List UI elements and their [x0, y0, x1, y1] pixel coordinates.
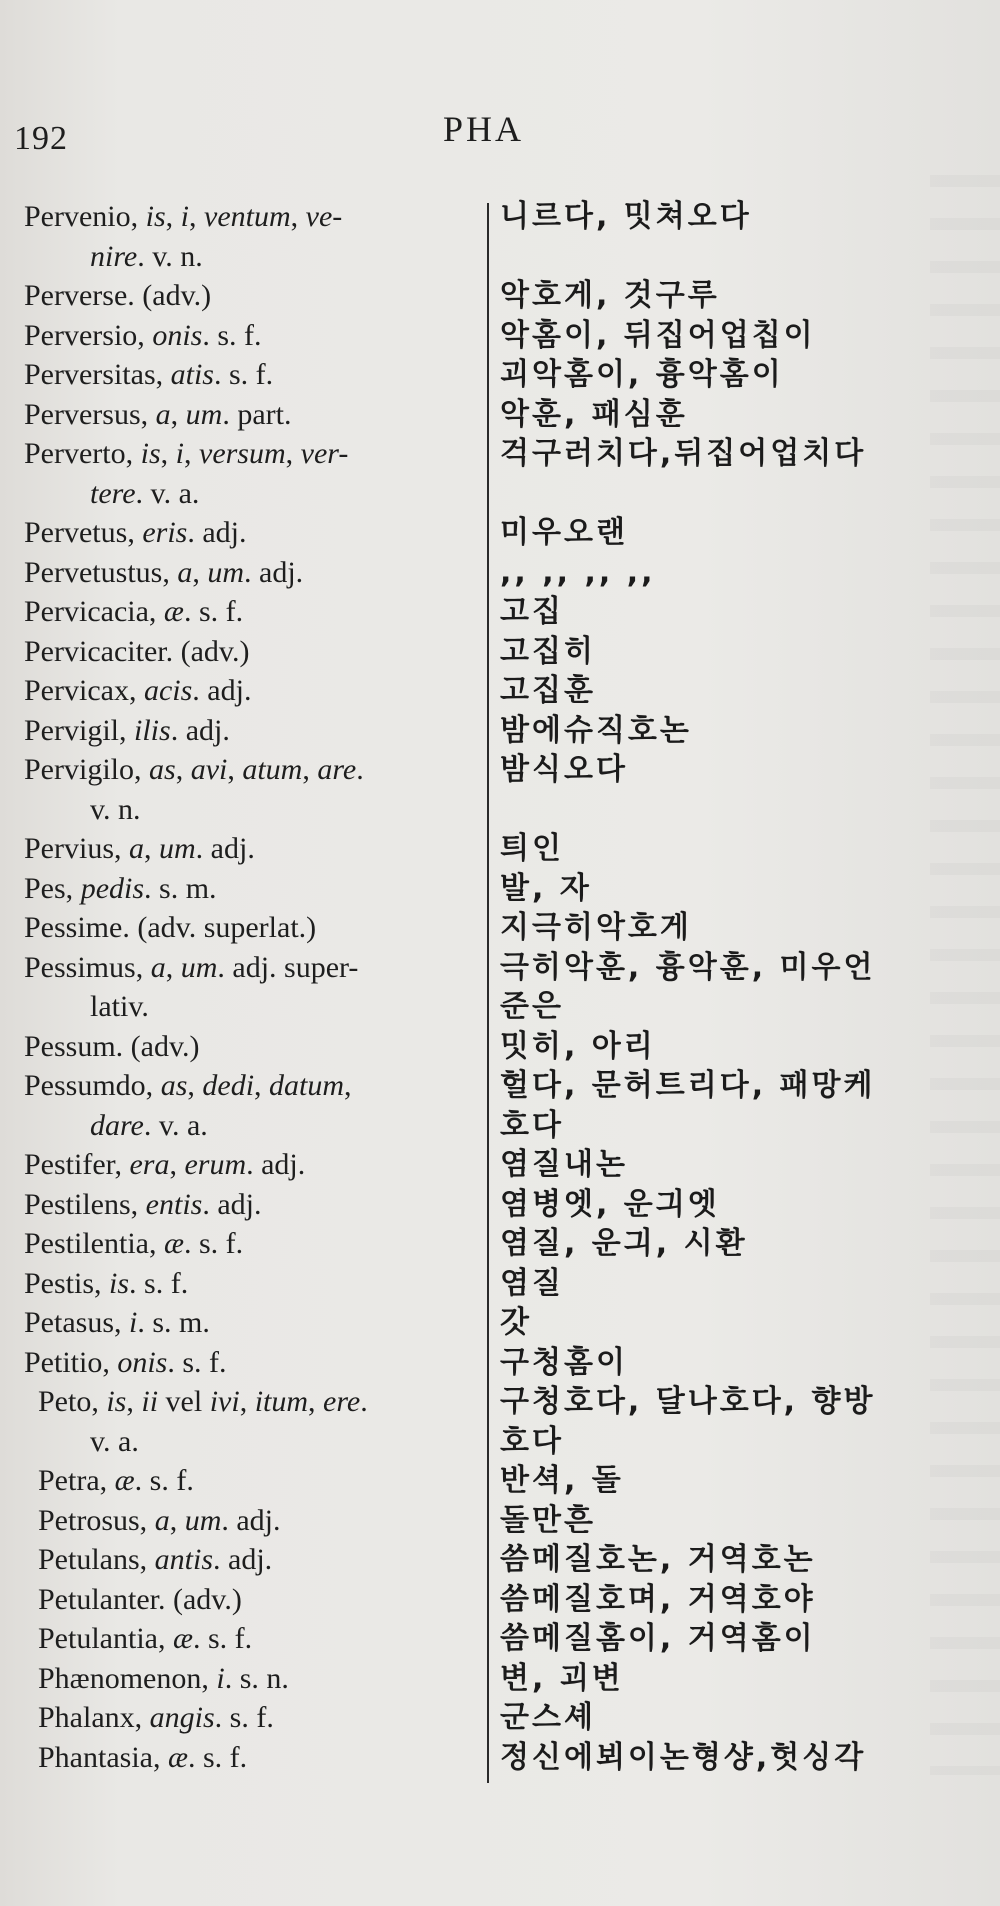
korean-definition: 씀메질홈이, 거역홈이 — [500, 1621, 816, 1656]
korean-definition: 밤에슈직호논 — [500, 712, 692, 748]
latin-continuation: v. n. — [90, 792, 141, 826]
korean-definition: 지극히악호게 — [500, 910, 692, 945]
entry-line — [0, 236, 1000, 278]
latin-continuation: nire. v. n. — [90, 239, 203, 273]
entry-line — [0, 433, 1000, 475]
entry-line — [0, 552, 1000, 594]
entry-line — [0, 591, 1000, 633]
latin-headword: Pervius, a, um. adj. — [24, 832, 255, 865]
entry-line — [0, 710, 1000, 752]
korean-definition: 니르다, 밋쳐오다 — [500, 199, 752, 234]
korean-definition: 미우오랜 — [500, 515, 628, 550]
entry-line — [0, 1618, 1000, 1660]
entry-line — [0, 1026, 1000, 1068]
korean-definition: 악홈이, 뒤집어업칩이 — [500, 317, 816, 353]
korean-definition: 정신에뵈이논형샹,헛싱각 — [500, 1739, 867, 1775]
entry-line — [0, 275, 1000, 317]
latin-headword: Phantasia, æ. s. f. — [38, 1740, 248, 1774]
entry-line — [0, 947, 1000, 989]
entry-line — [0, 315, 1000, 357]
korean-definition: 극히악훈, 흉악훈, 미우언 — [500, 949, 876, 985]
korean-definition: 염질, 운긔, 시환 — [500, 1226, 748, 1261]
latin-headword: Petulanter. (adv.) — [38, 1582, 242, 1616]
entry-line — [0, 868, 1000, 910]
latin-headword: Pestilens, entis. adj. — [24, 1187, 262, 1221]
latin-continuation: tere. v. a. — [90, 476, 200, 510]
latin-headword: Pessumdo, as, dedi, datum, — [24, 1069, 352, 1102]
entry-line — [0, 1421, 1000, 1463]
latin-headword: Pestifer, era, erum. adj. — [24, 1148, 306, 1181]
latin-continuation: dare. v. a. — [90, 1108, 208, 1142]
entry-line — [0, 1737, 1000, 1779]
entry-line — [0, 986, 1000, 1028]
entry-line — [0, 1539, 1000, 1581]
entry-line — [0, 1500, 1000, 1542]
entry-line — [0, 749, 1000, 791]
latin-headword: Petulans, antis. adj. — [38, 1543, 273, 1576]
korean-definition: 염질 — [500, 1265, 564, 1301]
korean-definition: 준은 — [500, 989, 564, 1024]
korean-definition: 호다 — [500, 1423, 564, 1459]
korean-definition: 구청호다, 달나호다, 향방 — [500, 1384, 876, 1419]
korean-definition: 밤식오다 — [500, 752, 628, 787]
entry-line — [0, 828, 1000, 870]
latin-headword: Phalanx, angis. s. f. — [38, 1701, 274, 1734]
korean-definition: 고집훈 — [500, 673, 596, 708]
latin-headword: Perversus, a, um. part. — [24, 397, 292, 431]
entry-line — [0, 631, 1000, 673]
entry-line — [0, 1579, 1000, 1621]
latin-headword: Pessimus, a, um. adj. super- — [24, 950, 359, 984]
latin-continuation: lativ. — [90, 990, 149, 1023]
korean-definition: 걱구러치다,뒤집어업치다 — [500, 436, 867, 471]
latin-headword: Pervetustus, a, um. adj. — [24, 555, 304, 589]
entry-line — [0, 1342, 1000, 1384]
entry-line — [0, 907, 1000, 949]
latin-headword: Pervicacia, æ. s. f. — [24, 595, 244, 628]
korean-definition: 고집 — [500, 594, 564, 629]
korean-definition: 염병엣, 운긔엣 — [500, 1186, 720, 1222]
latin-headword: Pestilentia, æ. s. f. — [24, 1227, 244, 1260]
latin-headword: Petulantia, æ. s. f. — [38, 1622, 253, 1655]
korean-definition: 변, 괴변 — [500, 1660, 624, 1696]
latin-headword: Perverto, is, i, versum, ver- — [24, 437, 349, 470]
latin-headword: Pes, pedis. s. m. — [24, 871, 217, 905]
latin-headword: Pervetus, eris. adj. — [24, 516, 247, 549]
korean-definition: 악훈, 패심훈 — [500, 396, 688, 432]
latin-headword: Petitio, onis. s. f. — [24, 1345, 227, 1379]
latin-headword: Pessum. (adv.) — [24, 1029, 200, 1063]
korean-definition: 틔인 — [500, 831, 564, 866]
latin-headword: Perversitas, atis. s. f. — [24, 358, 274, 391]
entry-line — [0, 789, 1000, 831]
entry-line — [0, 1184, 1000, 1226]
latin-headword: Pestis, is. s. f. — [24, 1266, 189, 1300]
entry-line — [0, 670, 1000, 712]
korean-definition: 씀메질호며, 거역호야 — [500, 1581, 816, 1617]
entry-line — [0, 196, 1000, 238]
entry-line — [0, 1105, 1000, 1147]
korean-definition: 헐다, 문허트리다, 패망케 — [500, 1068, 876, 1103]
latin-headword: Petrosus, a, um. adj. — [38, 1503, 281, 1537]
korean-definition: 구청홈이 — [500, 1344, 628, 1380]
entry-line — [0, 1065, 1000, 1107]
entry-line — [0, 473, 1000, 515]
latin-headword: Peto, is, ii vel ivi, itum, ere. — [38, 1385, 368, 1418]
page-number: 192 — [14, 120, 68, 157]
latin-headword: Pessime. (adv. superlat.) — [24, 911, 317, 944]
korean-definition: 군스셰 — [500, 1700, 596, 1735]
korean-definition: 갓 — [500, 1305, 532, 1340]
korean-definition: 밋히, 아리 — [500, 1028, 656, 1064]
entry-line — [0, 1302, 1000, 1344]
latin-continuation: v. a. — [90, 1424, 139, 1458]
korean-definition: 고집히 — [500, 633, 596, 669]
entry-line — [0, 394, 1000, 436]
entry-line — [0, 1460, 1000, 1502]
latin-headword: Pervigilo, as, avi, atum, are. — [24, 753, 364, 786]
entry-line — [0, 1381, 1000, 1423]
entry-line — [0, 1263, 1000, 1305]
latin-headword: Petra, æ. s. f. — [38, 1464, 194, 1497]
running-head: PHA — [443, 109, 525, 149]
entry-line — [0, 1658, 1000, 1700]
korean-definition: 발, 자 — [500, 870, 592, 906]
entry-line — [0, 512, 1000, 554]
entry-line — [0, 1697, 1000, 1739]
entry-line — [0, 1223, 1000, 1265]
latin-headword: Pervicax, acis. adj. — [24, 674, 252, 707]
latin-headword: Pervenio, is, i, ventum, ve- — [24, 200, 343, 233]
latin-headword: Perverse. (adv.) — [24, 279, 212, 312]
korean-definition: 괴악홈이, 흉악홈이 — [500, 357, 784, 392]
korean-definition: 돌만흔 — [500, 1502, 596, 1538]
latin-headword: Petasus, i. s. m. — [24, 1306, 210, 1339]
page-header — [0, 108, 1000, 158]
korean-definition: 씀메질호논, 거역호논 — [500, 1542, 816, 1577]
entry-line — [0, 354, 1000, 396]
entry-line — [0, 1144, 1000, 1186]
latin-headword: Pervicaciter. (adv.) — [24, 634, 250, 668]
korean-definition: 호다 — [500, 1107, 564, 1143]
latin-headword: Phænomenon, i. s. n. — [38, 1661, 289, 1695]
korean-definition: 반셕, 돌 — [500, 1463, 624, 1498]
latin-headword: Perversio, onis. s. f. — [24, 318, 262, 352]
korean-definition: ,, ,, ,, ,, — [500, 554, 656, 590]
latin-headword: Pervigil, ilis. adj. — [24, 713, 230, 747]
korean-definition: 염질내논 — [500, 1147, 628, 1182]
korean-definition: 악호게, 것구루 — [500, 278, 720, 313]
